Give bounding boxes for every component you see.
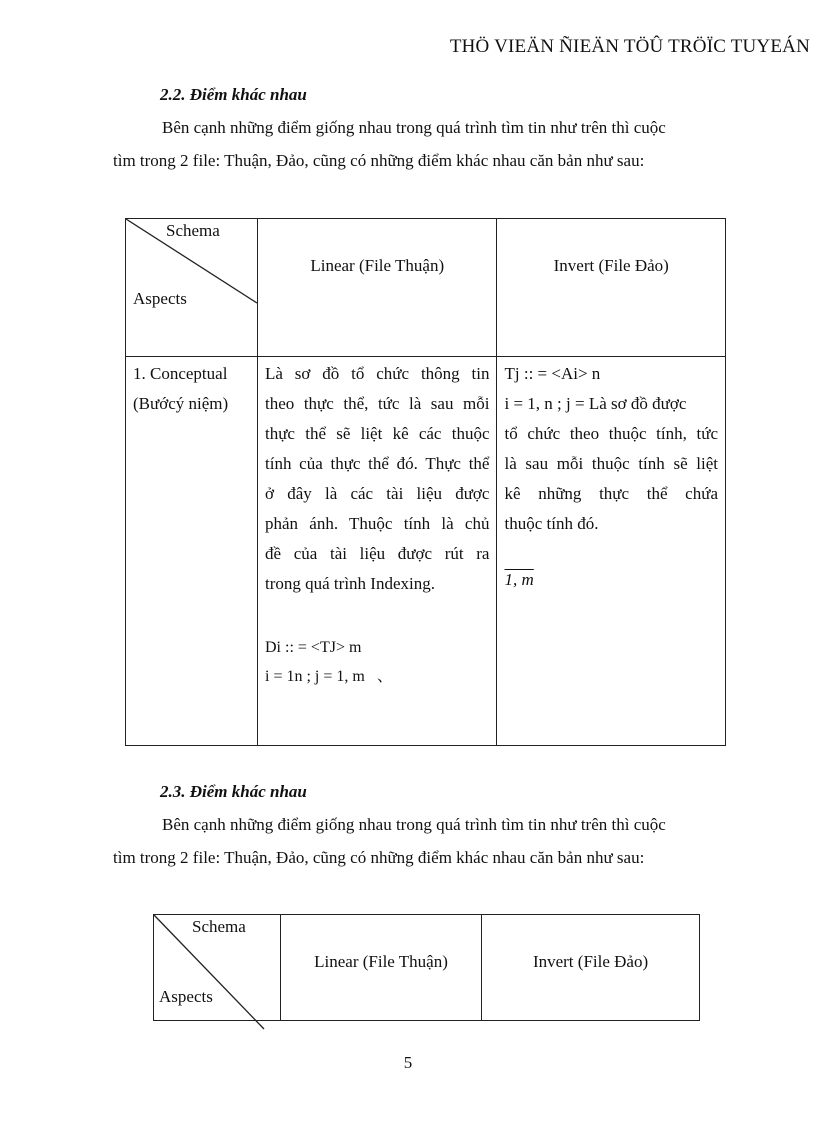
linear-line: Là sơ đồ tổ chức thông tin bbox=[265, 364, 490, 383]
table1-header-invert bbox=[497, 219, 726, 357]
table1-corner-aspects: Aspects bbox=[133, 289, 187, 308]
table1-header-invert-label: Invert (File Đảo) bbox=[553, 256, 669, 275]
table2-corner-aspects: Aspects bbox=[159, 987, 213, 1006]
table1-header-linear bbox=[258, 219, 497, 357]
aspect-line2: (Bướcý niệm) bbox=[133, 394, 229, 413]
table2-corner-cell bbox=[154, 915, 281, 1021]
table2-header-invert-label: Invert (File Đảo) bbox=[532, 952, 649, 971]
linear-line: tính của thực thể đó. Thực thể bbox=[265, 454, 490, 473]
table2-header-row bbox=[154, 915, 700, 1021]
linear-formula-1: Di :: = <TJ> m bbox=[265, 639, 362, 656]
comparison-table-2 bbox=[153, 914, 700, 1021]
linear-line: thực thể sẽ liệt kê các thuộc bbox=[265, 424, 490, 443]
section2-paragraph-line1: Bên cạnh những điểm giống nhau trong quá trình tìm tin như trên thì cuộc bbox=[162, 815, 666, 834]
section2-paragraph-line2: tìm trong 2 file: Thuận, Đảo, cũng có những điểm khác nhau căn bản như sau: bbox=[113, 848, 645, 867]
table2-header-linear-label: Linear (File Thuận) bbox=[314, 952, 448, 971]
linear-line: theo thực thể, tức là sau mỗi bbox=[265, 394, 490, 413]
invert-formula-3-text: 1, m bbox=[504, 570, 534, 589]
table1-invert-cell bbox=[497, 357, 726, 746]
table2-header-linear bbox=[281, 915, 482, 1021]
linear-formula-2 bbox=[265, 663, 489, 691]
page-number: 5 bbox=[403, 1053, 413, 1072]
table1-header-linear-label: Linear (File Thuận) bbox=[310, 256, 445, 275]
comparison-table-1 bbox=[125, 218, 726, 746]
invert-formula-2: i = 1, n ; j = Là sơ đồ được bbox=[504, 394, 687, 413]
table1-header-row bbox=[126, 219, 726, 357]
invert-line: tổ chức theo thuộc tính, tức bbox=[504, 424, 718, 443]
section1-paragraph-line2: tìm trong 2 file: Thuận, Đảo, cũng có những điểm khác nhau căn bản như sau: bbox=[113, 151, 645, 170]
invert-line: thuộc tính đó. bbox=[504, 514, 599, 533]
aspect-line1: 1. Conceptual bbox=[133, 364, 228, 383]
invert-formula-1: Tj :: = <Ai> n bbox=[504, 364, 601, 383]
linear-line: phản ánh. Thuộc tính là chủ bbox=[265, 514, 490, 533]
invert-line: kê những thực thể chứa bbox=[504, 484, 718, 503]
table2-corner-schema: Schema bbox=[192, 917, 246, 936]
table2-header-invert bbox=[482, 915, 700, 1021]
section-heading-2-2: 2.2. Điểm khác nhau bbox=[160, 85, 307, 104]
linear-line: ở đây là các tài liệu được bbox=[265, 484, 490, 503]
table1-corner-cell bbox=[126, 219, 258, 357]
table1-linear-cell bbox=[258, 357, 497, 746]
invert-line: là sau mỗi thuộc tính sẽ liệt bbox=[504, 454, 718, 473]
section-heading-2-3: 2.3. Điểm khác nhau bbox=[160, 782, 307, 801]
linear-formula-2-tail: 、 bbox=[376, 668, 393, 685]
table1-corner-schema: Schema bbox=[166, 221, 220, 240]
linear-line: trong quá trình Indexing. bbox=[265, 574, 435, 593]
table1-row-conceptual bbox=[126, 357, 726, 746]
linear-line: đề của tài liệu được rút ra bbox=[265, 544, 490, 563]
invert-formula-3 bbox=[504, 565, 718, 595]
linear-formula-2-text: i = 1n ; j = 1, m bbox=[265, 668, 365, 685]
page-header: THÖ VIEÄN ÑIEÄN TÖÛ TRÖÏC TUYEÁN bbox=[449, 36, 810, 57]
table1-aspect-cell bbox=[126, 357, 258, 746]
section1-paragraph-line1: Bên cạnh những điểm giống nhau trong quá trình tìm tin như trên thì cuộc bbox=[162, 118, 666, 137]
